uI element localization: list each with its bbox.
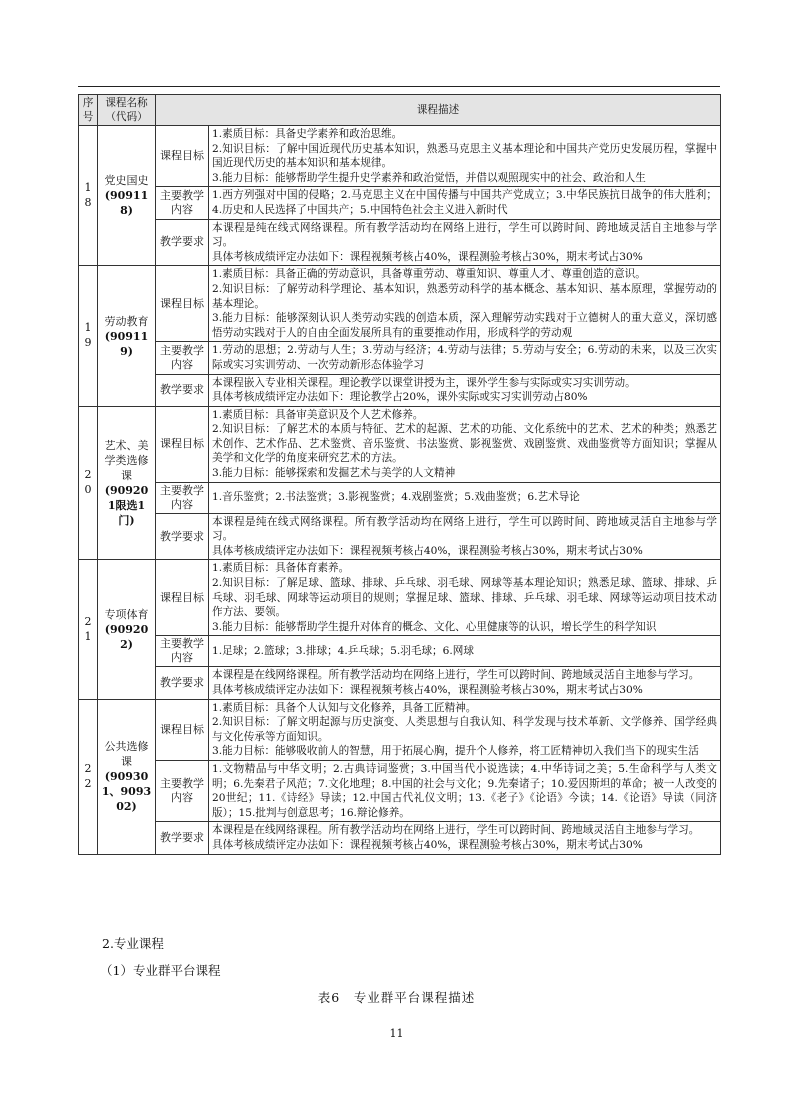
goal-line: 2.知识目标：了解足球、篮球、排球、乒乓球、羽毛球、网球等基本理论知识；熟悉足球、篮球、排球、乒乓球、羽毛球、网球等运动项目的规则；掌握足球、篮球、排球、乒乓球、羽毛球、网球等运动项目技术动作方法、要领。 (212, 577, 717, 619)
goal-line: 3.能力目标：能够吸收前人的智慧，用于拓展心胸，提升个人修养，将工匠精神切入我们当下的现实生活 (212, 745, 699, 758)
requirement-line: 具体考核成绩评定办法如下：课程视频考核占40%，课程测验考核占30%，期末考试占30% (212, 544, 643, 557)
requirement-line: 本课程是纯在线式网络课程。所有教学活动均在网络上进行，学生可以跨时间、跨地域灵活自主地参与学习。 (212, 515, 717, 543)
goal-line: 3.能力目标：能够探索和发掘艺术与美学的人文精神 (212, 467, 456, 480)
content-text: 1.音乐鉴赏；2.书法鉴赏；3.影视鉴赏；4.戏剧鉴赏；5.戏曲鉴赏；6.艺术导论 (209, 482, 721, 513)
subsection-heading: （1）专业群平台课程 (100, 963, 221, 978)
table-row (79, 760, 721, 821)
table-row (79, 699, 721, 760)
requirement-text (209, 374, 721, 406)
content-label: 主要教学内容 (156, 482, 209, 513)
course-description-table (78, 94, 721, 855)
course-code: (909119) (104, 329, 149, 358)
table-row (79, 342, 721, 374)
course-name-cell (98, 266, 156, 406)
course-name-cell (98, 560, 156, 699)
course-code: (909202) (104, 623, 149, 652)
content-label: 主要教学内容 (156, 187, 209, 219)
goal-text (209, 406, 721, 482)
table-row (79, 126, 721, 187)
course-number: 18 (79, 126, 98, 266)
content-label: 主要教学内容 (156, 342, 209, 374)
goal-line: 1.素质目标：具备个人认知与文化修养，具备工匠精神。 (212, 701, 477, 714)
goal-label: 课程目标 (156, 406, 209, 482)
goal-text (209, 699, 721, 760)
content-text: 1.文物精品与中华文明；2.古典诗词鉴赏；3.中国当代小说选读；4.中华诗词之美；5.生命科学与人类文明；6.先秦君子风范；7.文化地理；8.中国的社会与文化；9.先秦诸子；10.爱因斯坦的革命；被一人改变的20世纪；11.《诗经》导读；12.中国古代礼仪文明；13.《老子》《论语》今读；14.《论语》导读（同济版）；15.批判与创意思考；16.辩论修养。 (209, 760, 721, 821)
table-row (79, 513, 721, 560)
course-name: 劳动教育 (104, 314, 149, 328)
table-row (79, 219, 721, 266)
requirement-line: 具体考核成绩评定办法如下：课程视频考核占40%，课程测验考核占30%，期末考试占30% (212, 684, 643, 696)
course-name: 党史国史 (104, 174, 149, 188)
content-label: 主要教学内容 (156, 636, 209, 667)
requirement-text (209, 513, 721, 560)
table-top-rule (78, 86, 720, 87)
requirement-label: 教学要求 (156, 667, 209, 699)
table-row (79, 560, 721, 636)
course-name-cell (98, 406, 156, 560)
requirement-line: 具体考核成绩评定办法如下：课程视频考核占40%，课程测验考核占30%，期末考试占30% (212, 838, 643, 851)
requirement-label: 教学要求 (156, 822, 209, 854)
requirement-label: 教学要求 (156, 513, 209, 560)
goal-line: 3.能力目标：能够深刻认识人类劳动实践的创造本质，深入理解劳动实践对于立德树人的重大意义，深切感悟劳动实践对于人的自由全面发展所具有的重要推动作用，形成科学的劳动观 (212, 312, 717, 339)
course-code: (909301、909302) (101, 770, 152, 814)
content-label: 主要教学内容 (156, 760, 209, 821)
goal-line: 1.素质目标：具备审美意识及个人艺术修养。 (212, 408, 424, 421)
course-number: 21 (79, 560, 98, 699)
page-number: 11 (389, 1027, 404, 1040)
goal-line: 1.素质目标：具备史学素养和政治思维。 (212, 128, 403, 140)
table-row (79, 374, 721, 406)
requirement-label: 教学要求 (156, 374, 209, 406)
table-row (79, 406, 721, 482)
requirement-line: 本课程是在线网络课程。所有教学活动均在网络上进行，学生可以跨时间、跨地域灵活自主地参与学习。 (212, 824, 700, 837)
goal-text (209, 560, 721, 636)
goal-text (209, 126, 721, 187)
table-row (79, 822, 721, 854)
table-row (79, 266, 721, 342)
course-name: 公共选修课 (104, 740, 149, 769)
header-description: 课程描述 (156, 95, 721, 126)
course-name: 艺术、美学类选修课 (104, 439, 149, 483)
content-text: 1.劳动的思想；2.劳动与人生；3.劳动与经济；4.劳动与法律；5.劳动与安全；6.劳动的未来，以及三次实际或实习实训劳动、一次劳动新形态体验学习 (209, 342, 721, 374)
course-code: (909118) (104, 189, 149, 218)
table-row (79, 667, 721, 699)
goal-label: 课程目标 (156, 126, 209, 187)
requirement-line: 本课程是纯在线式网络课程。所有教学活动均在网络上进行，学生可以跨时间、跨地域灵活自主地参与学习。 (212, 221, 717, 249)
table-row (79, 636, 721, 667)
goal-label: 课程目标 (156, 560, 209, 636)
requirement-line: 本课程嵌入专业相关课程。理论教学以课堂讲授为主，课外学生参与实际或实习实训劳动。 (212, 376, 636, 389)
table-row (79, 187, 721, 219)
requirement-line: 具体考核成绩评定办法如下：课程视频考核占40%，课程测验考核占30%，期末考试占30% (212, 250, 643, 263)
goal-line: 1.素质目标：具备体育素养。 (212, 562, 350, 575)
goal-line: 3.能力目标：能够帮助学生提升史学素养和政治觉悟，并借以观照现实中的社会、政治和人生 (212, 171, 646, 184)
table-header-row (79, 95, 721, 126)
goal-line: 2.知识目标：了解艺术的本质与特征、艺术的起源、艺术的功能、文化系统中的艺术、艺术的种类；熟悉艺术创作、艺术作品、艺术鉴赏、音乐鉴赏、书法鉴赏、影视鉴赏、戏剧鉴赏、戏曲鉴赏等方面知识；掌握从美学和文化学的角度来研究艺术的方法。 (212, 423, 717, 465)
requirement-label: 教学要求 (156, 219, 209, 266)
requirement-text (209, 667, 721, 699)
course-number: 22 (79, 699, 98, 854)
goal-line: 3.能力目标：能够帮助学生提升对体育的概念、文化、心里健康等的认识，增长学生的科学知识 (212, 620, 657, 633)
course-name-cell (98, 699, 156, 854)
header-course-name: 课程名称（代码） (98, 95, 156, 126)
goal-label: 课程目标 (156, 266, 209, 342)
course-code: (909201限选1门) (104, 484, 149, 528)
requirement-text (209, 822, 721, 854)
section-heading: 2.专业课程 (102, 936, 164, 951)
requirement-line: 本课程是在线网络课程。所有教学活动均在网络上进行，学生可以跨时间、跨地域灵活自主地参与学习。 (212, 669, 700, 682)
goal-line: 1.素质目标：具备正确的劳动意识，具备尊重劳动、尊重知识、尊重人才、尊重创造的意识。 (212, 268, 646, 281)
table-caption: 表6 专业群平台课程描述 (317, 990, 476, 1005)
content-text: 1.足球；2.篮球；3.排球；4.乒乓球；5.羽毛球；6.网球 (209, 636, 721, 667)
course-name: 专项体育 (104, 608, 149, 622)
course-name-cell (98, 126, 156, 266)
goal-label: 课程目标 (156, 699, 209, 760)
course-number: 19 (79, 266, 98, 406)
requirement-text (209, 219, 721, 266)
course-number: 20 (79, 406, 98, 560)
requirement-line: 具体考核成绩评定办法如下：理论教学占20%，课外实际或实习实训劳动占80% (212, 391, 588, 404)
content-text: 1.西方列强对中国的侵略；2.马克思主义在中国传播与中国共产党成立；3.中华民族抗日战争的伟大胜利；4.历史和人民选择了中国共产；5.中国特色社会主义进入新时代 (209, 187, 721, 219)
header-no: 序号 (79, 95, 98, 126)
goal-line: 2.知识目标：了解中国近现代历史基本知识，熟悉马克思主义基本理论和中国共产党历史发展历程，掌握中国近现代历史的基本知识和基本规律。 (212, 142, 717, 170)
goal-line: 2.知识目标：了解文明起源与历史演变、人类思想与自我认知、科学发现与技术革新、文学修养、国学经典与文化传承等方面知识。 (212, 716, 717, 743)
goal-line: 2.知识目标：了解劳动科学理论、基本知识，熟悉劳动科学的基本概念、基本知识、基本原理，掌握劳动的基本理论。 (212, 282, 717, 310)
goal-text (209, 266, 721, 342)
table-row (79, 482, 721, 513)
